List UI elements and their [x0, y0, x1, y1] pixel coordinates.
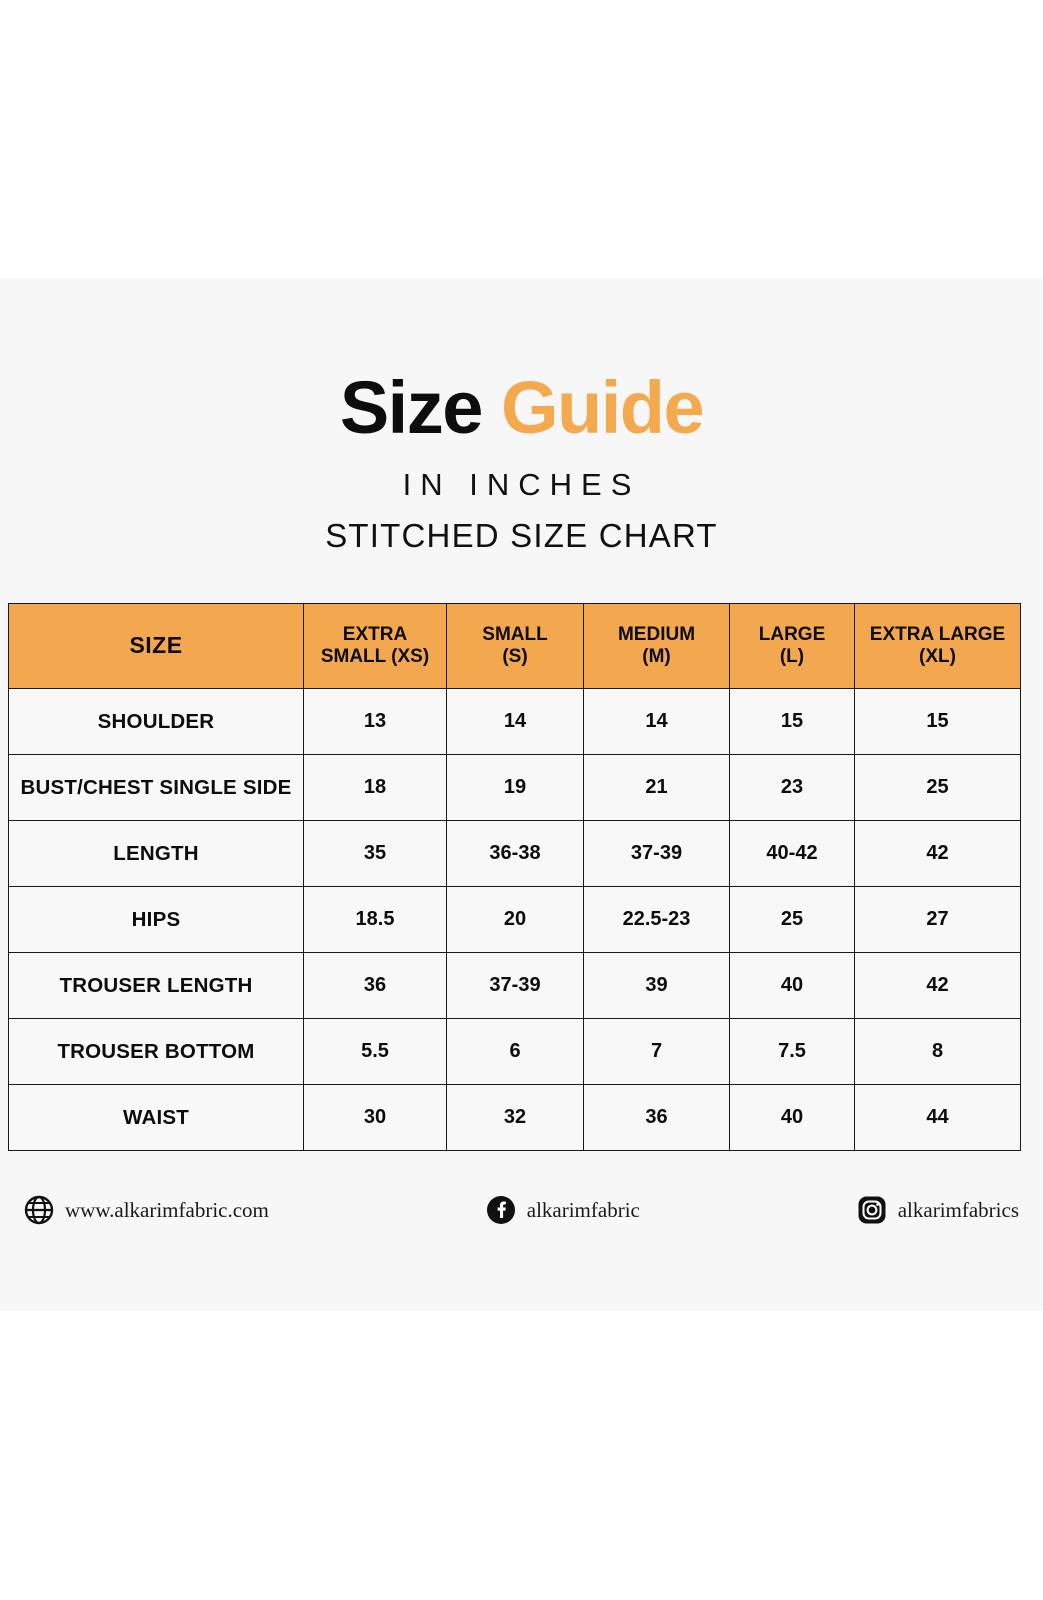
cell-waist-xs: 30: [304, 1085, 447, 1151]
table-header-row: [9, 604, 1021, 689]
footer-website-label: www.alkarimfabric.com: [65, 1197, 269, 1222]
cell-waist-m: 36: [584, 1085, 730, 1151]
cell-trouser-bottom-s: 6: [447, 1019, 584, 1085]
size-guide-page: [0, 279, 1043, 1311]
cell-length-xs: 35: [304, 821, 447, 887]
cell-bust-xl: 25: [855, 755, 1021, 821]
row-label-waist: WAIST: [9, 1085, 304, 1151]
footer-facebook-label: alkarimfabric: [526, 1197, 640, 1222]
column-header-s: [447, 604, 584, 689]
page-title-part2: Guide: [500, 366, 704, 449]
table-row: [9, 755, 1021, 821]
column-header-l-line2: (L): [779, 646, 805, 667]
cell-waist-l: 40: [730, 1085, 855, 1151]
footer-website[interactable]: [24, 1195, 269, 1225]
cell-trouser-length-m: 39: [584, 953, 730, 1019]
header-block: [0, 279, 1043, 555]
row-label-bust-chest: BUST/CHEST SINGLE SIDE: [9, 755, 304, 821]
cell-trouser-length-xl: 42: [855, 953, 1021, 1019]
page-subtitle: IN INCHES: [402, 467, 641, 502]
cell-trouser-length-xs: 36: [304, 953, 447, 1019]
cell-shoulder-s: 14: [447, 689, 584, 755]
footer-instagram[interactable]: [857, 1195, 1019, 1225]
row-label-trouser-length: TROUSER LENGTH: [9, 953, 304, 1019]
cell-bust-xs: 18: [304, 755, 447, 821]
row-label-hips: HIPS: [9, 887, 304, 953]
table-row: [9, 1085, 1021, 1151]
cell-hips-xl: 27: [855, 887, 1021, 953]
cell-trouser-bottom-xs: 5.5: [304, 1019, 447, 1085]
cell-hips-m: 22.5-23: [584, 887, 730, 953]
table-row: [9, 887, 1021, 953]
cell-bust-l: 23: [730, 755, 855, 821]
column-header-xs-line1: EXTRA: [342, 623, 408, 645]
column-header-size: [9, 604, 304, 689]
cell-hips-l: 25: [730, 887, 855, 953]
footer-instagram-label: alkarimfabrics: [897, 1197, 1019, 1222]
cell-trouser-bottom-xl: 8: [855, 1019, 1021, 1085]
footer-facebook[interactable]: [486, 1195, 640, 1225]
page-title-part1: Size: [339, 366, 482, 449]
table-row: [9, 689, 1021, 755]
column-header-m-line2: (M): [642, 646, 671, 667]
cell-length-s: 36-38: [447, 821, 584, 887]
cell-waist-s: 32: [447, 1085, 584, 1151]
cell-shoulder-m: 14: [584, 689, 730, 755]
cell-length-m: 37-39: [584, 821, 730, 887]
column-header-s-line1: SMALL: [482, 623, 548, 645]
cell-shoulder-xs: 13: [304, 689, 447, 755]
column-header-s-line2: (S): [502, 646, 528, 667]
cell-length-xl: 42: [855, 821, 1021, 887]
table-row: [9, 821, 1021, 887]
cell-trouser-length-s: 37-39: [447, 953, 584, 1019]
column-header-m: [584, 604, 730, 689]
column-header-xl: [855, 604, 1021, 689]
row-label-length: LENGTH: [9, 821, 304, 887]
row-label-shoulder: SHOULDER: [9, 689, 304, 755]
size-chart-table: [8, 603, 1021, 1151]
column-header-xs: [304, 604, 447, 689]
cell-trouser-bottom-m: 7: [584, 1019, 730, 1085]
facebook-icon: [486, 1195, 516, 1225]
cell-hips-xs: 18.5: [304, 887, 447, 953]
cell-length-l: 40-42: [730, 821, 855, 887]
column-header-l: [730, 604, 855, 689]
instagram-icon: [857, 1195, 887, 1225]
column-header-size-line1: SIZE: [129, 632, 183, 659]
footer: [10, 1195, 1033, 1225]
table-row: [9, 953, 1021, 1019]
cell-bust-s: 19: [447, 755, 584, 821]
column-header-xl-line2: (XL): [919, 646, 956, 667]
cell-waist-xl: 44: [855, 1085, 1021, 1151]
cell-trouser-bottom-l: 7.5: [730, 1019, 855, 1085]
table-row: [9, 1019, 1021, 1085]
cell-hips-s: 20: [447, 887, 584, 953]
column-header-xl-line1: EXTRA LARGE: [869, 623, 1006, 645]
page-title: [0, 366, 1043, 449]
cell-shoulder-xl: 15: [855, 689, 1021, 755]
size-table-wrap: [8, 603, 1035, 1151]
cell-shoulder-l: 15: [730, 689, 855, 755]
column-header-m-line1: MEDIUM: [617, 623, 696, 645]
row-label-trouser-bottom: TROUSER BOTTOM: [9, 1019, 304, 1085]
cell-trouser-length-l: 40: [730, 953, 855, 1019]
page-subtitle-secondary: STITCHED SIZE CHART: [325, 517, 718, 554]
column-header-l-line1: LARGE: [758, 623, 826, 645]
column-header-xs-line2: SMALL (XS): [320, 646, 430, 667]
globe-icon: [24, 1195, 54, 1225]
cell-bust-m: 21: [584, 755, 730, 821]
